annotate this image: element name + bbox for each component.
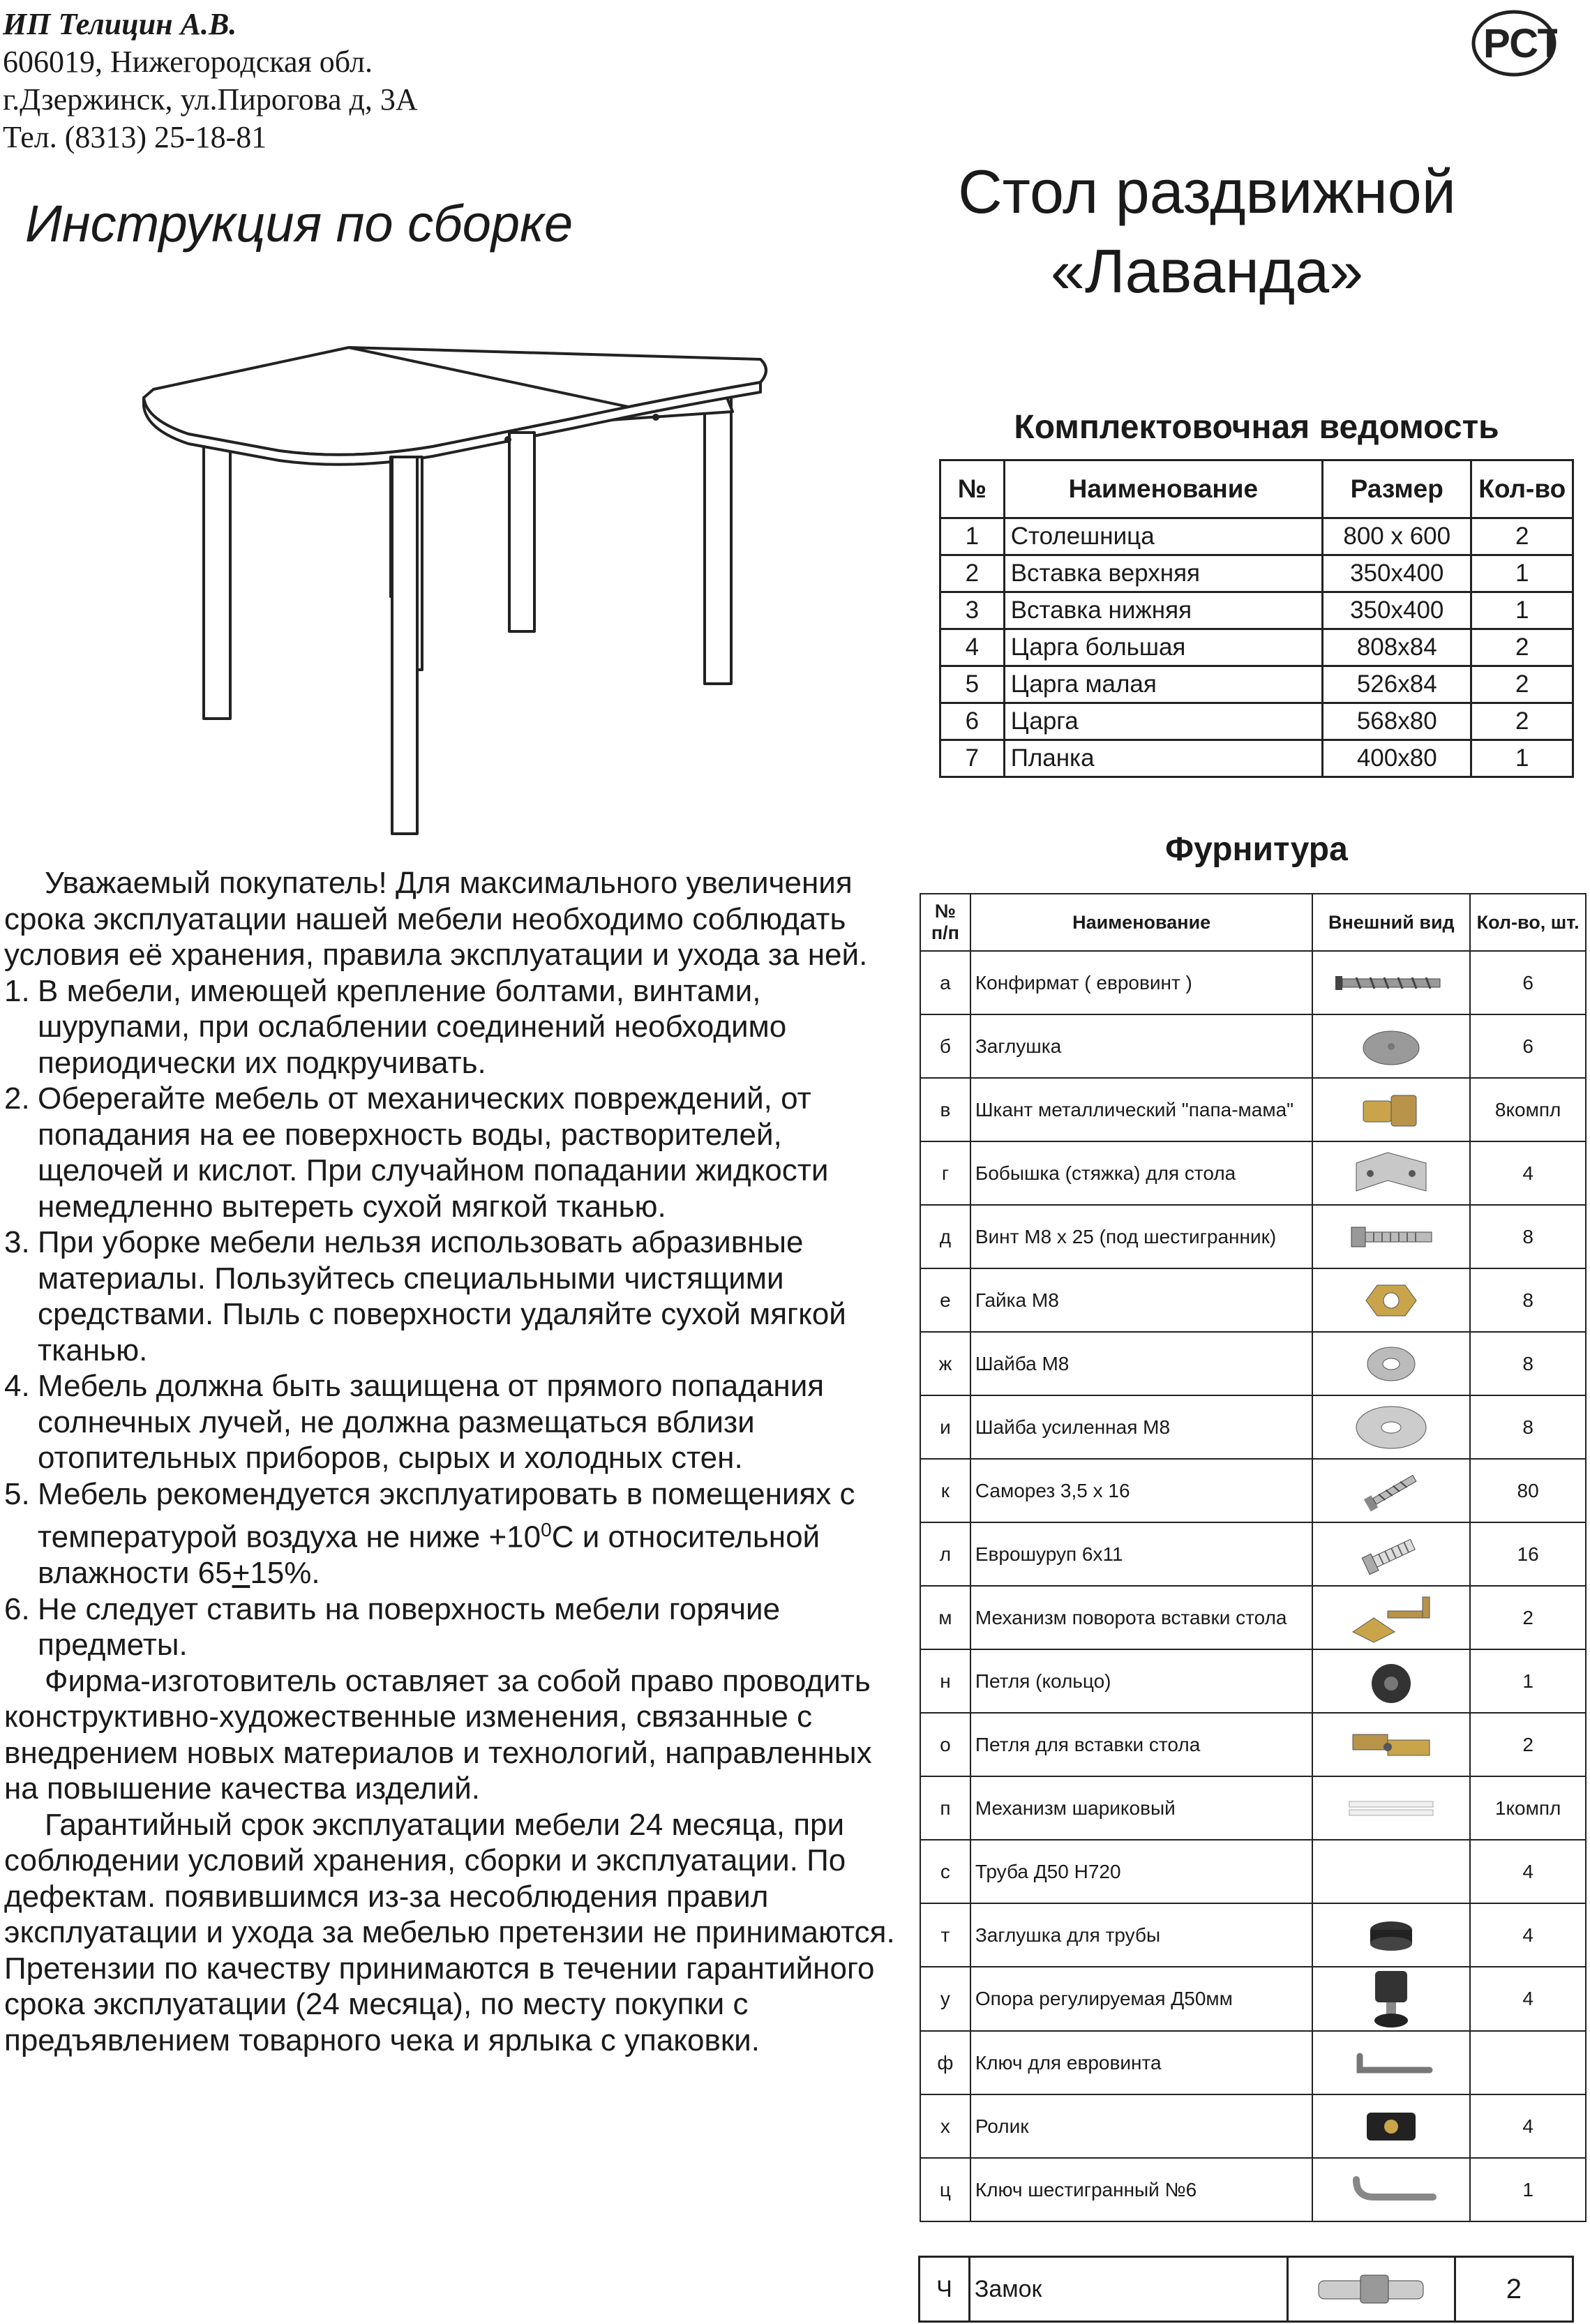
row-size: 350х400 <box>1323 555 1471 592</box>
row-size: 400х80 <box>1323 740 1471 777</box>
list-number: 3. <box>4 1225 30 1259</box>
ring-hinge-icon <box>1312 1649 1470 1713</box>
table-row <box>920 1649 1586 1713</box>
row-number: с <box>920 1840 970 1903</box>
rule-text: При уборке мебели нельзя использовать абразивные материалы. Пользуйтесь специальными чистящими средствами. Пыль с поверхности удаляйте сухой мягкой тканью. <box>38 1225 846 1367</box>
product-title-line-1: Стол раздвижной <box>958 157 1456 226</box>
roller-icon <box>1312 2094 1470 2158</box>
lock-row-table <box>918 2256 1574 2323</box>
table-row <box>920 1395 1586 1459</box>
table-row <box>940 592 1573 629</box>
column-header: Кол-во <box>1471 460 1573 518</box>
latch-lock-icon <box>1287 2257 1455 2322</box>
washer-icon <box>1312 1332 1470 1395</box>
row-name: Шайба усиленная М8 <box>970 1395 1313 1459</box>
table-row <box>920 1840 1586 1903</box>
warranty-paragraph: Гарантийный срок эксплуатации мебели 24 месяца, при соблюдении условий хранения, сборки и эксплуатации. По дефектам. появившимся из-за несоблюдения правил эксплуатации и ухода за мебелью претензии не принимаются. Претензии по качеству принимаются в течении гарантийного срока эксплуатации (24 месяца), по месту покупки с предъявлением товарного чека и ярлыка с упаковки. <box>4 1807 895 2057</box>
row-name: Винт М8 х 25 (под шестигранник) <box>970 1205 1313 1268</box>
column-header: Наименование <box>1004 460 1322 518</box>
row-size: 526х84 <box>1323 666 1471 703</box>
row-size: 350х400 <box>1323 592 1471 629</box>
cap-plug-icon <box>1312 1014 1470 1078</box>
row-qty: 4 <box>1470 1840 1586 1903</box>
row-number: ж <box>920 1332 970 1395</box>
row-name: Замок <box>969 2257 1287 2322</box>
empty-image-cell <box>1312 1840 1470 1903</box>
address-line-1: 606019, Нижегородская обл. <box>3 45 373 79</box>
row-number: н <box>920 1649 970 1713</box>
row-number: 4 <box>940 629 1005 666</box>
row-size: 800 х 600 <box>1323 518 1471 555</box>
self-tapping-screw-icon <box>1312 1459 1470 1522</box>
row-number: б <box>920 1014 970 1078</box>
row-qty: 80 <box>1470 1459 1586 1522</box>
table-illustration <box>140 328 781 837</box>
hardware-title: Фурнитура <box>1165 831 1348 868</box>
table-row <box>920 1332 1586 1395</box>
table-row <box>920 2158 1586 2221</box>
metal-dowel-icon <box>1312 1078 1470 1141</box>
insert-hinge-icon <box>1312 1713 1470 1776</box>
row-qty: 8 <box>1470 1268 1586 1332</box>
row-number: д <box>920 1205 970 1268</box>
company-block <box>3 6 418 156</box>
row-number: 1 <box>940 518 1005 555</box>
column-header: Кол-во, шт. <box>1470 894 1586 951</box>
row-name: Еврошуруп 6х11 <box>970 1522 1313 1586</box>
row-qty: 4 <box>1470 1903 1586 1967</box>
company-name: ИП Телицин А.В. <box>3 7 237 41</box>
rule-6-text: Не следует ставить на поверхность мебели горячие предметы. <box>38 1591 781 1663</box>
hardware-table <box>920 893 1587 2222</box>
row-qty: 1 <box>1471 592 1573 629</box>
row-number: а <box>920 951 970 1014</box>
rule-5-part-a: Мебель рекомендуется эксплуатировать в помещениях с температурой воздуха не ниже +10 <box>38 1476 855 1554</box>
table-row <box>920 2257 1573 2322</box>
ball-slide-icon <box>1312 1776 1470 1840</box>
hex-key-icon <box>1312 2158 1470 2221</box>
table-row <box>920 1141 1586 1205</box>
row-qty: 2 <box>1471 518 1573 555</box>
row-name: Вставка нижняя <box>1004 592 1322 629</box>
row-name: Царга малая <box>1004 666 1322 703</box>
row-number: п <box>920 1776 970 1840</box>
list-number: 5. <box>4 1476 30 1511</box>
row-number: 3 <box>940 592 1005 629</box>
row-qty: 2 <box>1470 1713 1586 1776</box>
row-qty: 6 <box>1470 951 1586 1014</box>
row-number: 6 <box>940 703 1005 740</box>
row-name: Вставка верхняя <box>1004 555 1322 592</box>
table-row <box>940 666 1573 703</box>
row-qty: 4 <box>1470 2094 1586 2158</box>
row-size: 568х80 <box>1323 703 1471 740</box>
column-header: Наименование <box>970 894 1313 951</box>
row-qty: 2 <box>1471 703 1573 740</box>
row-qty: 8компл <box>1470 1078 1586 1141</box>
corner-bracket-icon <box>1312 1141 1470 1205</box>
row-name: Ключ для евровинта <box>970 2031 1313 2094</box>
intro-paragraph: Уважаемый покупатель! Для максимального увеличения срока эксплуатации нашей мебели необходимо соблюдать условия её хранения, правила эксплуатации и ухода за ней. <box>4 866 868 972</box>
row-number: 2 <box>940 555 1005 592</box>
table-row <box>940 703 1573 740</box>
components-title: Комплектовочная ведомость <box>1014 409 1499 446</box>
row-qty: 1компл <box>1470 1776 1586 1840</box>
row-name: Механизм поворота вставки стола <box>970 1586 1313 1649</box>
rule-text: В мебели, имеющей крепление болтами, винтами, шурупами, при ослаблении соединений необходимо периодически их подкручивать. <box>38 973 787 1080</box>
row-number: Ч <box>920 2257 970 2322</box>
phone: Тел. (8313) 25-18-81 <box>3 120 267 154</box>
row-name: Ключ шестигранный №6 <box>970 2158 1313 2221</box>
row-number: 7 <box>940 740 1005 777</box>
table-row <box>920 1459 1586 1522</box>
row-name: Заглушка <box>970 1014 1313 1078</box>
row-name: Шайба М8 <box>970 1332 1313 1395</box>
row-number: ц <box>920 2158 970 2221</box>
address-line-2: г.Дзержинск, ул.Пирогова д, 3А <box>3 82 418 117</box>
table-row <box>920 1586 1586 1649</box>
table-row <box>940 518 1573 555</box>
row-qty: 6 <box>1470 1014 1586 1078</box>
tube-cap-icon <box>1312 1903 1470 1967</box>
components-header-row <box>940 460 1573 518</box>
list-item <box>4 1591 911 1663</box>
hex-bolt-icon <box>1312 1205 1470 1268</box>
row-qty: 2 <box>1470 1586 1586 1649</box>
row-name: Опора регулируемая Д50мм <box>970 1967 1313 2031</box>
list-item <box>4 1476 911 1591</box>
row-name: Шкант металлический "папа-мама" <box>970 1078 1313 1141</box>
row-number: х <box>920 2094 970 2158</box>
list-item <box>4 973 911 1081</box>
hex-nut-icon <box>1312 1268 1470 1332</box>
adjustable-foot-icon <box>1312 1967 1470 2031</box>
product-title <box>928 152 1486 311</box>
row-qty: 1 <box>1470 2158 1586 2221</box>
swivel-mechanism-icon <box>1312 1586 1470 1649</box>
row-qty: 1 <box>1470 1649 1586 1713</box>
row-qty: 2 <box>1471 666 1573 703</box>
degree-sup: 0 <box>541 1519 552 1540</box>
list-number: 2. <box>4 1081 30 1116</box>
rule-5-part-b: С и относительной влажности 65 <box>38 1520 820 1591</box>
column-header: Внешний вид <box>1312 894 1470 951</box>
list-item <box>4 1224 911 1368</box>
row-qty: 4 <box>1470 1967 1586 2031</box>
list-item <box>4 1081 911 1224</box>
table-row <box>920 1903 1586 1967</box>
row-qty: 8 <box>1470 1205 1586 1268</box>
rst-certification-logo <box>1471 8 1557 78</box>
row-qty: 2 <box>1471 629 1573 666</box>
table-row <box>920 951 1586 1014</box>
list-number: 6. <box>4 1591 30 1626</box>
table-row <box>920 2094 1586 2158</box>
column-header: Размер <box>1323 460 1471 518</box>
row-name: Петля (кольцо) <box>970 1649 1313 1713</box>
row-number: г <box>920 1141 970 1205</box>
row-name: Заглушка для трубы <box>970 1903 1313 1967</box>
row-name: Столешница <box>1004 518 1322 555</box>
hardware-header-row <box>920 894 1586 951</box>
row-name: Саморез 3,5 х 16 <box>970 1459 1313 1522</box>
row-name: Царга <box>1004 703 1322 740</box>
confirmat-screw-icon <box>1312 951 1470 1014</box>
row-name: Механизм шариковый <box>970 1776 1313 1840</box>
logo-text: РСТ <box>1483 21 1557 66</box>
list-number: 4. <box>4 1369 30 1403</box>
row-number: 5 <box>940 666 1005 703</box>
manufacturer-paragraph: Фирма-изготовитель оставляет за собой право проводить конструктивно-художественные изменения, связанные с внедрением новых материалов и технологий, направленных на повышение качества изделий. <box>4 1663 872 1806</box>
table-row <box>940 555 1573 592</box>
row-name: Конфирмат ( евровинт ) <box>970 951 1313 1014</box>
list-number: 1. <box>4 973 30 1008</box>
row-qty: 8 <box>1470 1395 1586 1459</box>
row-number: е <box>920 1268 970 1332</box>
components-table <box>939 459 1574 778</box>
row-number: о <box>920 1713 970 1776</box>
row-name: Труба Д50 Н720 <box>970 1840 1313 1903</box>
row-number: к <box>920 1459 970 1522</box>
table-row <box>920 1967 1586 2031</box>
plus-minus: + <box>232 1556 250 1591</box>
row-name: Бобышка (стяжка) для стола <box>970 1141 1313 1205</box>
row-name: Гайка М8 <box>970 1268 1313 1332</box>
row-number: в <box>920 1078 970 1141</box>
table-row <box>920 1268 1586 1332</box>
table-row <box>940 629 1573 666</box>
allen-key-icon <box>1312 2031 1470 2094</box>
row-size: 808х84 <box>1323 629 1471 666</box>
row-name: Петля для вставки стола <box>970 1713 1313 1776</box>
rule-text: Мебель должна быть защищена от прямого попадания солнечных лучей, не должна размещаться вблизи отопительных приборов, сырых и холодных стен. <box>38 1369 825 1475</box>
row-number: и <box>920 1395 970 1459</box>
table-row <box>920 2031 1586 2094</box>
euro-screw-icon <box>1312 1522 1470 1586</box>
rule-text: Оберегайте мебель от механических повреждений, от попадания на ее поверхность воды, растворителей, щелочей и кислот. При случайном попадании жидкости немедленно вытереть сухой мягкой тканью. <box>38 1081 829 1224</box>
list-item <box>4 1368 911 1476</box>
table-row <box>920 1078 1586 1141</box>
row-name: Планка <box>1004 740 1322 777</box>
rule-5-text <box>38 1476 911 1591</box>
row-qty: 16 <box>1470 1522 1586 1586</box>
row-qty: 8 <box>1470 1332 1586 1395</box>
rule-5-part-c: 15%. <box>250 1556 320 1591</box>
row-number: м <box>920 1586 970 1649</box>
row-qty: 4 <box>1470 1141 1586 1205</box>
row-qty: 1 <box>1471 555 1573 592</box>
row-name: Ролик <box>970 2094 1313 2158</box>
row-qty: 2 <box>1455 2257 1573 2322</box>
table-row <box>920 1776 1586 1840</box>
table-row <box>920 1014 1586 1078</box>
care-instructions <box>4 865 911 2058</box>
table-row <box>920 1522 1586 1586</box>
row-number: т <box>920 1903 970 1967</box>
row-number: л <box>920 1522 970 1586</box>
row-qty: 1 <box>1471 740 1573 777</box>
instruction-title: Инструкция по сборке <box>25 195 573 253</box>
row-qty <box>1470 2031 1586 2094</box>
large-washer-icon <box>1312 1395 1470 1459</box>
row-number: у <box>920 1967 970 2031</box>
row-number: ф <box>920 2031 970 2094</box>
column-header: № <box>940 460 1005 518</box>
column-header: № п/п <box>920 894 970 951</box>
row-name: Царга большая <box>1004 629 1322 666</box>
table-row <box>920 1205 1586 1268</box>
table-row <box>940 740 1573 777</box>
product-title-line-2: «Лаванда» <box>1050 237 1364 306</box>
table-row <box>920 1713 1586 1776</box>
